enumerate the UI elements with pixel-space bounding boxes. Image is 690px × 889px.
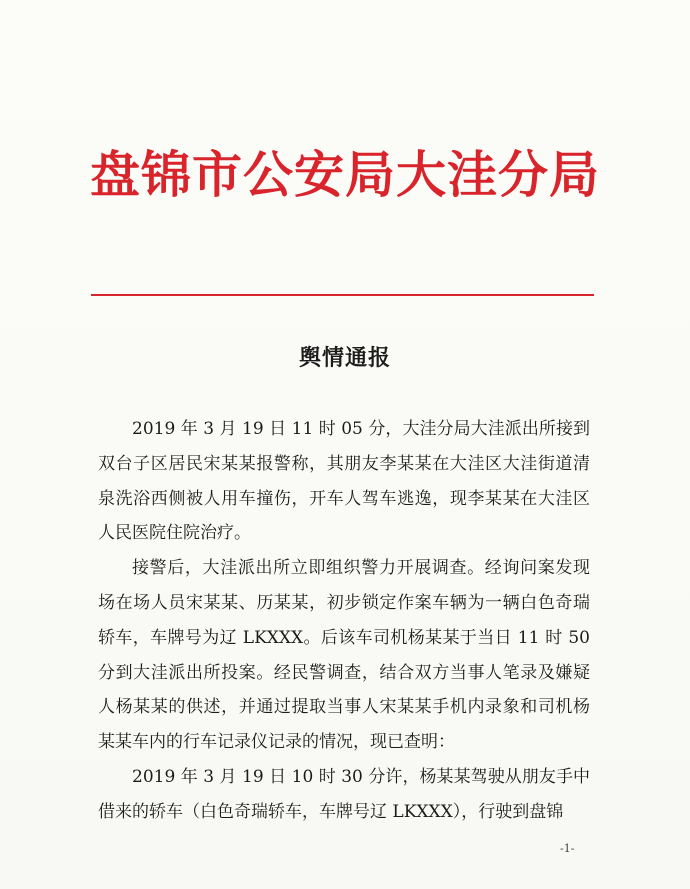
document-body bbox=[98, 412, 590, 830]
paragraph-incident-report: 2019 年 3 月 19 日 11 时 05 分，大洼分局大洼派出所接到双台子区居民宋某某报警称，其朋友李某某在大洼区大洼街道清泉洗浴西侧被人用车撞伤，开车人驾车逃逸，现李某某在大洼区人民医院住院治疗。 bbox=[98, 419, 590, 544]
document-title: 舆情通报 bbox=[298, 346, 391, 371]
paragraph-findings: 2019 年 3 月 19 日 10 时 30 分许，杨某某驾驶从朋友手中借来的轿车（白色奇瑞轿车，车牌号辽 LKXXX），行驶到盘锦 bbox=[98, 766, 590, 822]
issuing-authority-header: 盘锦市公安局大洼分局 bbox=[90, 145, 600, 204]
page-number: -1- bbox=[560, 842, 575, 855]
red-divider-line bbox=[91, 294, 594, 296]
paragraph-investigation: 接警后，大洼派出所立即组织警力开展调查。经询问案发现场在场人员宋某某、历某某，初步锁定作案车辆为一辆白色奇瑞轿车，车牌号为辽 LKXXX。后该车司机杨某某于当日 11 时 50 分到大洼派出所投案。经民警调查，结合双方当事人笔录及嫌疑人杨某某的供述，并通过提取当事人宋某某手机内录象和司机杨某某车内的行车记录仪记录的情况，现已查明： bbox=[98, 558, 590, 753]
